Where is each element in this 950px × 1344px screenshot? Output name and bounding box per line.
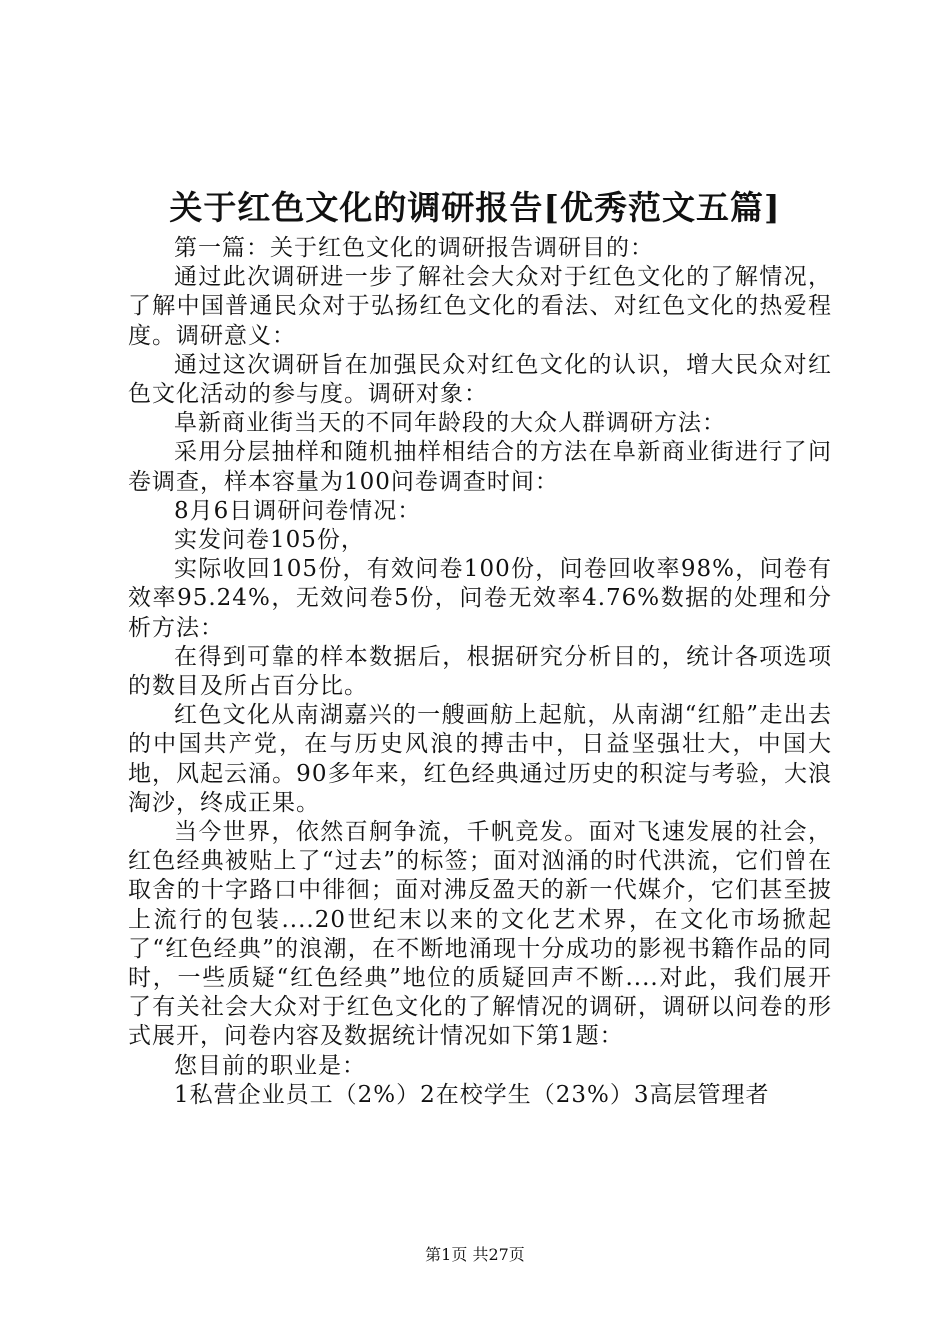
paragraph: 通过这次调研旨在加强民众对红色文化的认识，增大民众对红色文化活动的参与度。调研对象：	[128, 351, 832, 408]
paragraph: 在得到可靠的样本数据后，根据研究分析目的，统计各项选项的数目及所占百分比。	[128, 643, 832, 700]
paragraph: 8月6日调研问卷情况：	[174, 497, 422, 524]
paragraph: 1私营企业员工（2%）2在校学生（23%）3高层管理者	[174, 1081, 770, 1108]
paragraph: 通过此次调研进一步了解社会大众对于红色文化的了解情况，了解中国普通民众对于弘扬红色文化的看法、对红色文化的热爱程度。调研意义：	[128, 264, 832, 349]
paragraph: 阜新商业街当天的不同年龄段的大众人群调研方法：	[174, 410, 726, 437]
paragraph: 实发问卷105份，	[174, 527, 365, 554]
paragraph: 第一篇：关于红色文化的调研报告调研目的：	[174, 235, 654, 261]
paragraph: 采用分层抽样和随机抽样相结合的方法在阜新商业街进行了问卷调查，样本容量为100问卷调查时间：	[128, 439, 832, 495]
paragraph: 当今世界，依然百舸争流，千帆竞发。面对飞速发展的社会，红色经典被贴上了“过去”的标签；面对汹涌的时代洪流，它们曾在取舍的十字路口中徘徊；面对沸反盈天的新一代媒介，它们甚至披上流行的包装....20世纪末以来的文化艺术界，在文化市场掀起了“红色经典”的浪潮，在不断地涌现十分成功的影视书籍作品的同时，一些质疑“红色经典”地位的质疑回声不断....对此，我们展开了有关社会大众对于红色文化的了解情况的调研，调研以问卷的形式展开，问卷内容及数据统计情况如下第1题：	[128, 819, 832, 1050]
page-footer: 第1页 共27页	[425, 1245, 525, 1264]
paragraph: 您目前的职业是：	[174, 1052, 366, 1079]
document-title: 关于红色文化的调研报告[优秀范文五篇]	[169, 188, 781, 227]
paragraph: 实际收回105份，有效问卷100份，问卷回收率98%，问卷有效率95.24%，无效问卷5份，问卷无效率4.76%数据的处理和分析方法：	[128, 556, 832, 641]
paragraph: 红色文化从南湖嘉兴的一艘画舫上起航，从南湖“红船”走出去的中国共产党，在与历史风浪的搏击中，日益坚强壮大，中国大地，风起云涌。90多年来，红色经典通过历史的积淀与考验，大浪淘沙，终成正果。	[128, 702, 832, 816]
document-body	[128, 234, 832, 1110]
